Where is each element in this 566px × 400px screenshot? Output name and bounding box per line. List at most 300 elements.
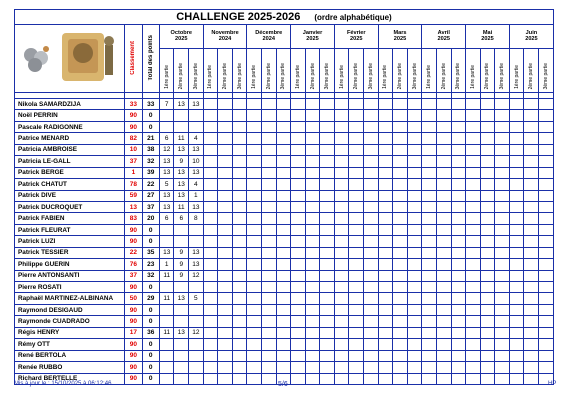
score-cell	[320, 167, 335, 178]
month-year: 2024	[218, 36, 232, 43]
score-cell	[203, 201, 218, 212]
score-cell	[407, 224, 422, 235]
score-cell	[466, 327, 481, 338]
score-cell	[305, 190, 320, 201]
score-cell	[407, 282, 422, 293]
score-cell	[261, 224, 276, 235]
part-header	[451, 48, 466, 92]
player-name: Régis HENRY	[15, 327, 125, 338]
score-cell	[334, 327, 349, 338]
score-cell	[509, 362, 524, 373]
score-cell	[247, 167, 262, 178]
score-cell	[232, 110, 247, 121]
score-cell	[159, 362, 174, 373]
score-cell	[524, 224, 539, 235]
score-cell	[159, 304, 174, 315]
player-total: 27	[142, 190, 159, 201]
player-rank: 90	[125, 362, 142, 373]
score-cell	[218, 327, 233, 338]
score-cell	[305, 304, 320, 315]
score-cell	[247, 213, 262, 224]
score-cell	[466, 179, 481, 190]
table-row	[15, 259, 554, 270]
part-header	[334, 48, 349, 92]
player-rank: 22	[125, 247, 142, 258]
score-cell	[320, 156, 335, 167]
player-rank: 83	[125, 213, 142, 224]
score-cell	[261, 156, 276, 167]
score-cell	[436, 224, 451, 235]
page-title: CHALLENGE 2025-2026	[176, 11, 301, 23]
score-cell	[364, 304, 379, 315]
score-cell	[364, 213, 379, 224]
score-cell	[393, 190, 408, 201]
score-cell	[364, 133, 379, 144]
score-cell	[480, 201, 495, 212]
score-cell	[378, 327, 393, 338]
score-cell	[451, 201, 466, 212]
score-cell: 13	[159, 190, 174, 201]
score-cell	[422, 282, 437, 293]
part-header	[393, 48, 408, 92]
score-cell	[393, 316, 408, 327]
part-header	[539, 48, 554, 92]
score-cell	[451, 270, 466, 281]
score-cell	[320, 224, 335, 235]
score-cell	[378, 179, 393, 190]
score-cell	[407, 213, 422, 224]
score-cell	[291, 213, 306, 224]
score-cell	[291, 99, 306, 110]
score-cell	[524, 247, 539, 258]
score-cell	[480, 224, 495, 235]
score-cell	[203, 247, 218, 258]
table-row	[15, 339, 554, 350]
score-cell	[334, 259, 349, 270]
score-cell	[203, 293, 218, 304]
score-cell: 13	[174, 293, 189, 304]
score-cell	[218, 247, 233, 258]
score-cell	[291, 144, 306, 155]
score-cell	[218, 350, 233, 361]
player-name: Patrick DUCROQUET	[15, 201, 125, 212]
score-cell	[393, 247, 408, 258]
score-cell	[393, 362, 408, 373]
score-cell	[524, 304, 539, 315]
score-cell	[203, 179, 218, 190]
table-row	[15, 179, 554, 190]
score-cell	[305, 133, 320, 144]
score-cell	[320, 236, 335, 247]
player-name: Richard BERTELLE	[15, 373, 125, 384]
score-cell	[480, 133, 495, 144]
month-header	[422, 25, 466, 49]
player-name: Patrick LUZI	[15, 236, 125, 247]
month-name: Mai	[482, 30, 493, 37]
score-cell	[364, 316, 379, 327]
score-cell	[480, 350, 495, 361]
score-cell	[451, 99, 466, 110]
player-name: Noël PERRIN	[15, 110, 125, 121]
score-cell	[291, 270, 306, 281]
score-cell	[451, 224, 466, 235]
score-cell	[349, 190, 364, 201]
score-cell	[422, 259, 437, 270]
score-cell	[539, 282, 554, 293]
score-cell	[276, 236, 291, 247]
score-cell	[393, 304, 408, 315]
score-cell	[466, 282, 481, 293]
score-cell	[524, 144, 539, 155]
score-cell	[261, 190, 276, 201]
score-cell	[261, 213, 276, 224]
player-total: 0	[142, 304, 159, 315]
score-cell	[364, 167, 379, 178]
score-cell	[305, 327, 320, 338]
player-rank: 90	[125, 339, 142, 350]
score-cell	[524, 259, 539, 270]
score-cell	[393, 156, 408, 167]
score-cell	[393, 259, 408, 270]
score-cell	[480, 327, 495, 338]
score-cell	[509, 247, 524, 258]
score-cell	[378, 144, 393, 155]
score-cell	[349, 282, 364, 293]
score-cell	[495, 224, 510, 235]
score-cell	[495, 201, 510, 212]
score-cell	[334, 293, 349, 304]
score-cell	[247, 259, 262, 270]
score-cell	[495, 247, 510, 258]
part-header	[495, 48, 510, 92]
score-cell: 13	[189, 144, 204, 155]
score-cell	[232, 316, 247, 327]
score-cell	[247, 282, 262, 293]
score-cell	[159, 236, 174, 247]
player-rank: 90	[125, 373, 142, 384]
score-cell	[407, 247, 422, 258]
score-cell	[261, 270, 276, 281]
score-cell: 13	[189, 259, 204, 270]
score-cell	[480, 282, 495, 293]
score-cell: 11	[159, 270, 174, 281]
player-rank: 33	[125, 99, 142, 110]
score-cell	[174, 362, 189, 373]
table-row	[15, 144, 554, 155]
score-cell	[232, 304, 247, 315]
table-row	[15, 133, 554, 144]
score-cell	[261, 121, 276, 132]
month-name: Février	[346, 30, 366, 37]
score-cell	[349, 179, 364, 190]
score-cell	[203, 327, 218, 338]
score-cell	[349, 247, 364, 258]
score-cell	[349, 270, 364, 281]
score-cell	[349, 99, 364, 110]
score-cell: 13	[159, 247, 174, 258]
score-cell	[524, 350, 539, 361]
score-cell: 12	[189, 270, 204, 281]
footer	[0, 381, 566, 393]
score-cell	[276, 179, 291, 190]
score-cell	[232, 179, 247, 190]
score-cell	[218, 179, 233, 190]
score-cell	[422, 327, 437, 338]
month-name: Novembre	[211, 30, 239, 37]
part-label: 1ère partie	[426, 65, 433, 89]
score-cell	[247, 362, 262, 373]
score-cell	[320, 259, 335, 270]
score-cell	[422, 121, 437, 132]
score-cell	[466, 304, 481, 315]
score-cell	[276, 167, 291, 178]
score-cell	[539, 304, 554, 315]
score-cell	[539, 156, 554, 167]
player-total: 29	[142, 293, 159, 304]
score-cell	[291, 224, 306, 235]
score-cell	[495, 339, 510, 350]
score-cell	[232, 339, 247, 350]
score-cell	[232, 99, 247, 110]
score-cell	[159, 316, 174, 327]
score-cell	[189, 362, 204, 373]
score-cell	[466, 259, 481, 270]
score-cell	[247, 133, 262, 144]
score-cell	[480, 110, 495, 121]
player-total: 35	[142, 247, 159, 258]
table-row	[15, 224, 554, 235]
month-year: 2025	[175, 36, 188, 43]
score-cell	[524, 362, 539, 373]
score-cell	[232, 190, 247, 201]
score-cell	[305, 293, 320, 304]
score-cell: 9	[174, 270, 189, 281]
score-cell	[524, 190, 539, 201]
part-label: 1ère partie	[338, 65, 345, 89]
score-cell	[203, 316, 218, 327]
score-cell	[247, 144, 262, 155]
score-cell	[247, 190, 262, 201]
score-cell	[203, 121, 218, 132]
month-name: Octobre	[170, 30, 192, 37]
table-row	[15, 110, 554, 121]
score-cell	[247, 270, 262, 281]
score-cell	[509, 259, 524, 270]
score-cell	[539, 293, 554, 304]
score-cell	[436, 156, 451, 167]
score-cell	[466, 339, 481, 350]
score-cell: 6	[174, 213, 189, 224]
part-label: 3ème partie	[192, 62, 199, 89]
month-header	[466, 25, 510, 49]
score-cell	[451, 362, 466, 373]
score-cell	[407, 316, 422, 327]
score-cell	[305, 362, 320, 373]
score-cell	[393, 327, 408, 338]
score-cell	[218, 121, 233, 132]
score-cell	[407, 133, 422, 144]
month-year: 2025	[306, 36, 319, 43]
month-year: 2025	[437, 36, 450, 43]
month-name: Décembre	[255, 30, 283, 37]
part-header	[524, 48, 539, 92]
player-rank: 90	[125, 350, 142, 361]
month-header	[203, 25, 247, 49]
score-cell	[495, 156, 510, 167]
score-cell	[305, 339, 320, 350]
score-cell	[305, 316, 320, 327]
score-cell	[203, 110, 218, 121]
score-cell	[495, 133, 510, 144]
score-cell	[305, 121, 320, 132]
score-cell	[524, 236, 539, 247]
score-cell	[232, 350, 247, 361]
score-cell	[509, 179, 524, 190]
score-cell: 4	[189, 133, 204, 144]
part-label: 2ème partie	[265, 62, 272, 89]
update-timestamp: Mis à jour le : 15/10/2025 à 06:12:46	[14, 381, 112, 387]
score-cell	[261, 304, 276, 315]
score-cell	[436, 304, 451, 315]
month-header	[334, 25, 378, 49]
score-cell	[247, 110, 262, 121]
score-cell	[218, 339, 233, 350]
score-cell	[276, 282, 291, 293]
score-cell	[364, 190, 379, 201]
score-cell	[378, 110, 393, 121]
score-cell	[436, 293, 451, 304]
player-name: Patricia AMBROISE	[15, 144, 125, 155]
score-cell	[422, 293, 437, 304]
score-cell	[407, 167, 422, 178]
score-cell	[320, 201, 335, 212]
score-cell	[291, 110, 306, 121]
score-cell	[174, 282, 189, 293]
player-name: Pierre ROSATI	[15, 282, 125, 293]
score-cell	[480, 144, 495, 155]
player-name: Raymond DESIGAUD	[15, 304, 125, 315]
table-row	[15, 247, 554, 258]
score-cell	[291, 316, 306, 327]
score-cell	[349, 339, 364, 350]
player-rank: 90	[125, 316, 142, 327]
score-cell	[364, 247, 379, 258]
score-cell	[305, 167, 320, 178]
score-cell	[480, 236, 495, 247]
part-header	[364, 48, 379, 92]
score-cell	[393, 270, 408, 281]
score-cell	[247, 224, 262, 235]
score-cell	[480, 293, 495, 304]
score-cell	[539, 201, 554, 212]
score-cell	[320, 99, 335, 110]
score-cell	[349, 293, 364, 304]
score-cell	[334, 99, 349, 110]
score-cell	[378, 190, 393, 201]
score-cell	[291, 121, 306, 132]
score-cell	[232, 224, 247, 235]
score-cell	[509, 99, 524, 110]
score-cell	[218, 201, 233, 212]
score-cell	[320, 213, 335, 224]
score-cell	[407, 190, 422, 201]
score-cell	[466, 144, 481, 155]
score-cell	[495, 190, 510, 201]
score-cell	[349, 259, 364, 270]
score-cell	[509, 224, 524, 235]
player-name: Rémy OTT	[15, 339, 125, 350]
score-cell	[466, 293, 481, 304]
score-cell	[364, 327, 379, 338]
score-cell	[320, 270, 335, 281]
player-rank: 90	[125, 224, 142, 235]
part-label: 2ème partie	[484, 62, 491, 89]
score-cell	[320, 133, 335, 144]
score-cell: 7	[159, 99, 174, 110]
score-cell	[393, 144, 408, 155]
score-cell	[466, 110, 481, 121]
player-total: 36	[142, 327, 159, 338]
score-cell	[232, 247, 247, 258]
score-cell	[393, 282, 408, 293]
score-cell	[276, 201, 291, 212]
part-label: 2ème partie	[528, 62, 535, 89]
score-cell	[509, 201, 524, 212]
score-cell	[232, 133, 247, 144]
score-cell: 11	[159, 293, 174, 304]
score-cell	[276, 133, 291, 144]
score-cell	[480, 156, 495, 167]
part-label: 1ère partie	[294, 65, 301, 89]
score-cell	[539, 270, 554, 281]
score-cell	[218, 144, 233, 155]
score-cell	[495, 293, 510, 304]
score-cell: 13	[189, 201, 204, 212]
month-name: Juin	[525, 30, 538, 37]
player-name: Patrick BERGE	[15, 167, 125, 178]
score-cell	[451, 156, 466, 167]
score-cell	[364, 144, 379, 155]
score-cell	[334, 247, 349, 258]
score-cell	[291, 156, 306, 167]
part-label: 3ème partie	[499, 62, 506, 89]
score-cell	[422, 316, 437, 327]
player-total: 33	[142, 99, 159, 110]
score-cell	[378, 121, 393, 132]
score-cell	[349, 224, 364, 235]
score-cell	[203, 236, 218, 247]
score-cell	[393, 213, 408, 224]
score-cell	[276, 247, 291, 258]
score-cell	[378, 236, 393, 247]
score-cell	[364, 201, 379, 212]
part-header	[509, 48, 524, 92]
score-cell	[159, 110, 174, 121]
score-cell: 13	[159, 156, 174, 167]
player-total: 0	[142, 350, 159, 361]
score-cell	[218, 362, 233, 373]
part-header	[261, 48, 276, 92]
score-cell: 13	[174, 144, 189, 155]
score-cell	[509, 270, 524, 281]
score-cell	[232, 156, 247, 167]
part-header	[159, 48, 174, 92]
score-cell	[218, 99, 233, 110]
player-name: Raphaël MARTINEZ-ALBINANA	[15, 293, 125, 304]
score-cell	[174, 316, 189, 327]
player-total: 37	[142, 201, 159, 212]
score-cell	[393, 167, 408, 178]
